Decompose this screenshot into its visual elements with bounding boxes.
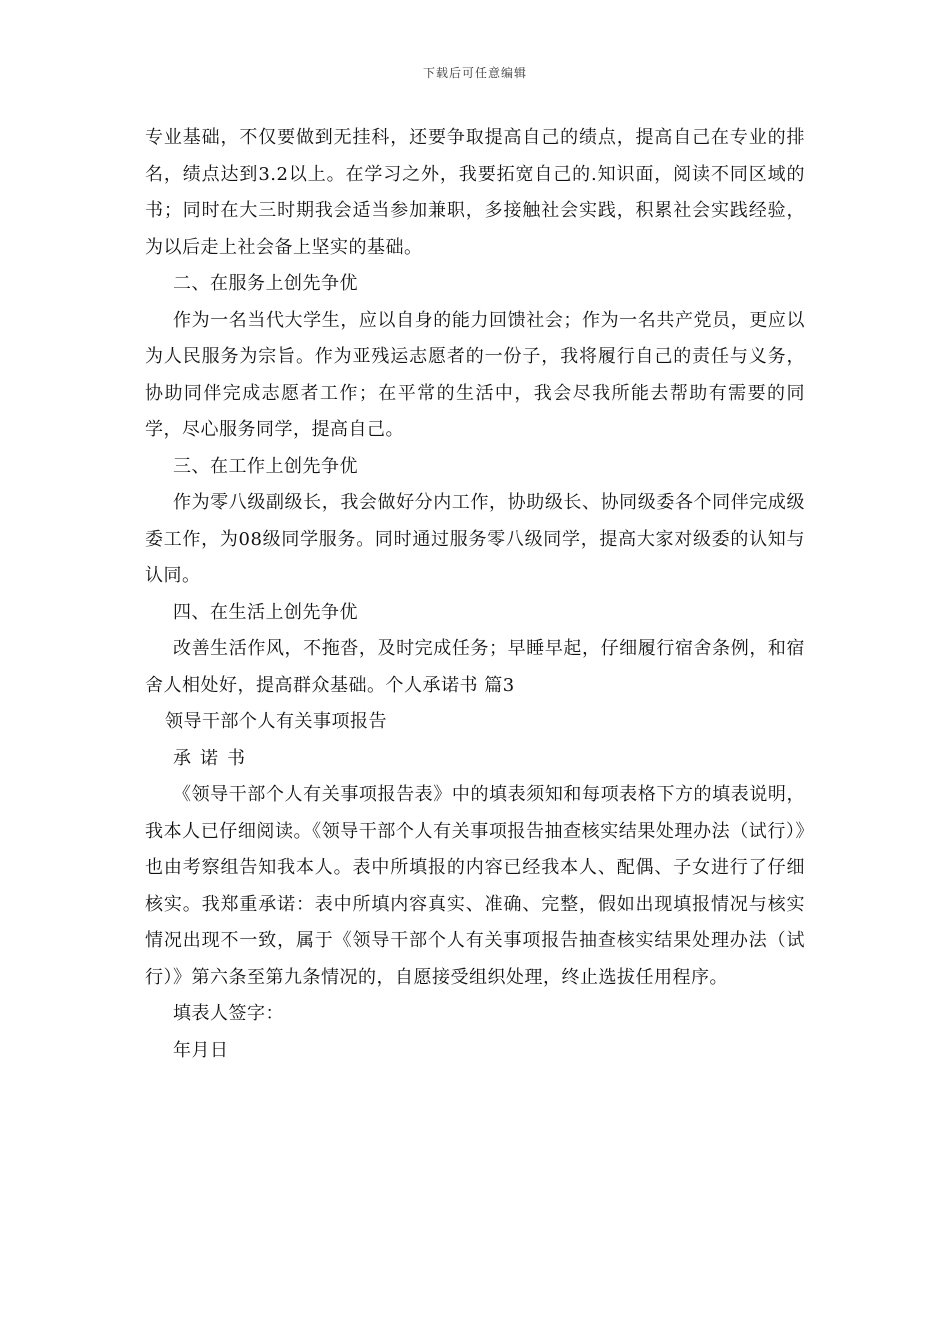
signature-line: 填表人签字：	[173, 1003, 284, 1024]
document-body	[145, 120, 805, 1069]
section-heading-life: 四、在生活上创先争优	[173, 601, 358, 623]
paragraph-life: 改善生活作风，不拖沓，及时完成任务；早睡早起，仔细履行宿舍条例，和宿舍人相处好，提高群众基础。个人承诺书 篇3	[145, 638, 805, 696]
page-header-note: 下载后可任意编辑	[422, 66, 527, 80]
section-heading-service: 二、在服务上创先争优	[173, 273, 358, 294]
report-title: 领导干部个人有关事项报告	[165, 711, 387, 732]
paragraph-study-plan: 专业基础，不仅要做到无挂科，还要争取提高自己的绩点，提高自己在专业的排名，绩点达到3.2以上。在学习之外，我要拓宽自己的.知识面，阅读不同区域的书；同时在大三时期我会适当参加兼职，多接触社会实践，积累社会实践经验，为以后走上社会备上坚实的基础。	[145, 127, 805, 258]
section-heading-work: 三、在工作上创先争优	[173, 455, 358, 477]
promise-letter-title: 承诺书	[173, 747, 254, 769]
paragraph-work: 作为零八级副级长，我会做好分内工作，协助级长、协同级委各个同伴完成级委工作，为08级同学服务。同时通过服务零八级同学，提高大家对级委的认知与认同。	[145, 492, 805, 586]
date-line: 年月日	[173, 1039, 229, 1061]
paragraph-service: 作为一名当代大学生，应以自身的能力回馈社会；作为一名共产党员，更应以为人民服务为宗旨。作为亚残运志愿者的一份子，我将履行自己的责任与义务，协助同伴完成志愿者工作；在平常的生活中，我会尽我所能去帮助有需要的同学，尽心服务同学，提高自己。	[145, 309, 805, 440]
paragraph-promise-body: 《领导干部个人有关事项报告表》中的填表须知和每项表格下方的填表说明，我本人已仔细阅读。《领导干部个人有关事项报告抽查核实结果处理办法（试行）》也由考察组告知我本人。表中所填报的内容已经我本人、配偶、子女进行了仔细核实。我郑重承诺：表中所填内容真实、准确、完整，假如出现填报情况与核实情况出现不一致，属于《领导干部个人有关事项报告抽查核实结果处理办法（试行）》第六条至第九条情况的，自愿接受组织处理，终止选拔任用程序。	[145, 784, 805, 988]
